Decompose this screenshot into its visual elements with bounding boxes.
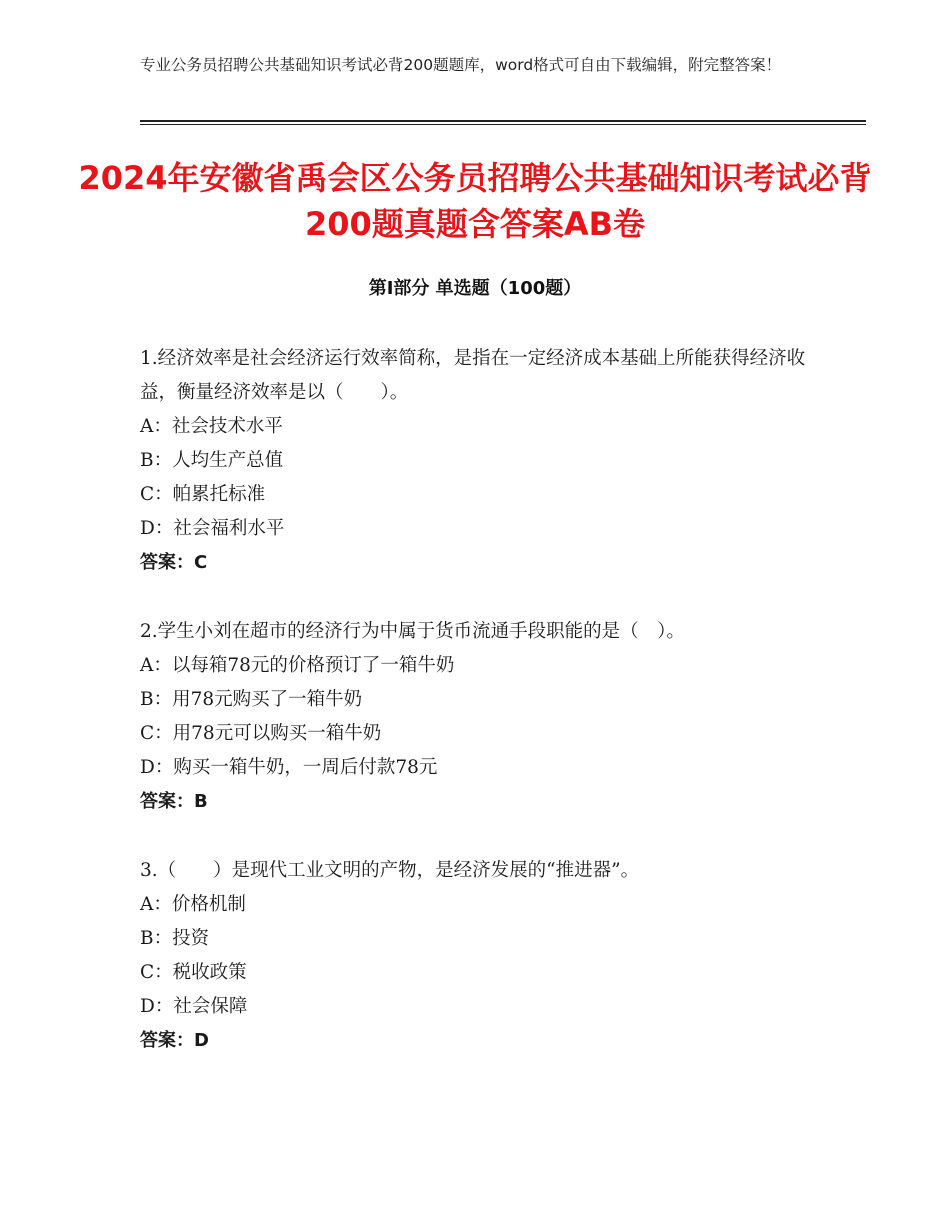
option-a: A：价格机制: [140, 894, 246, 915]
answer: 答案：C: [140, 552, 208, 573]
question-stem: 2.学生小刘在超市的经济行为中属于货币流通手段职能的是（ ）。: [140, 621, 685, 642]
question-2: [140, 615, 810, 819]
option-d: D：购买一箱牛奶，一周后付款78元: [140, 757, 438, 778]
option-c: C：用78元可以购买一箱牛奶: [140, 723, 382, 744]
option-b: B：投资: [140, 928, 210, 949]
header-note: 专业公务员招聘公共基础知识考试必背200题题库，word格式可自由下载编辑，附完整答案！: [140, 56, 782, 74]
question-list: [140, 342, 810, 1093]
question-1: [140, 342, 810, 580]
option-c: C：税收政策: [140, 962, 247, 983]
header-rule-thick: [140, 120, 866, 122]
section-title: 第Ⅰ部分 单选题（100题）: [368, 278, 582, 299]
question-stem: 1.经济效率是社会经济运行效率简称，是指在一定经济成本基础上所能获得经济收益，衡量经济效率是以（ ）。: [140, 348, 806, 403]
option-a: A：以每箱78元的价格预订了一箱牛奶: [140, 655, 455, 676]
question-3: [140, 854, 810, 1058]
question-stem: 3.（ ）是现代工业文明的产物，是经济发展的“推进器”。: [140, 860, 640, 881]
option-c: C：帕累托标准: [140, 484, 266, 505]
document-title: 2024年安徽省禹会区公务员招聘公共基础知识考试必背200题真题含答案AB卷: [78, 159, 872, 243]
option-a: A：社会技术水平: [140, 416, 283, 437]
option-b: B：用78元购买了一箱牛奶: [140, 689, 363, 710]
option-d: D：社会福利水平: [140, 518, 285, 539]
option-b: B：人均生产总值: [140, 450, 284, 471]
header-rule-thin: [140, 124, 866, 125]
answer: 答案：B: [140, 791, 208, 812]
option-d: D：社会保障: [140, 996, 248, 1017]
answer: 答案：D: [140, 1030, 209, 1051]
